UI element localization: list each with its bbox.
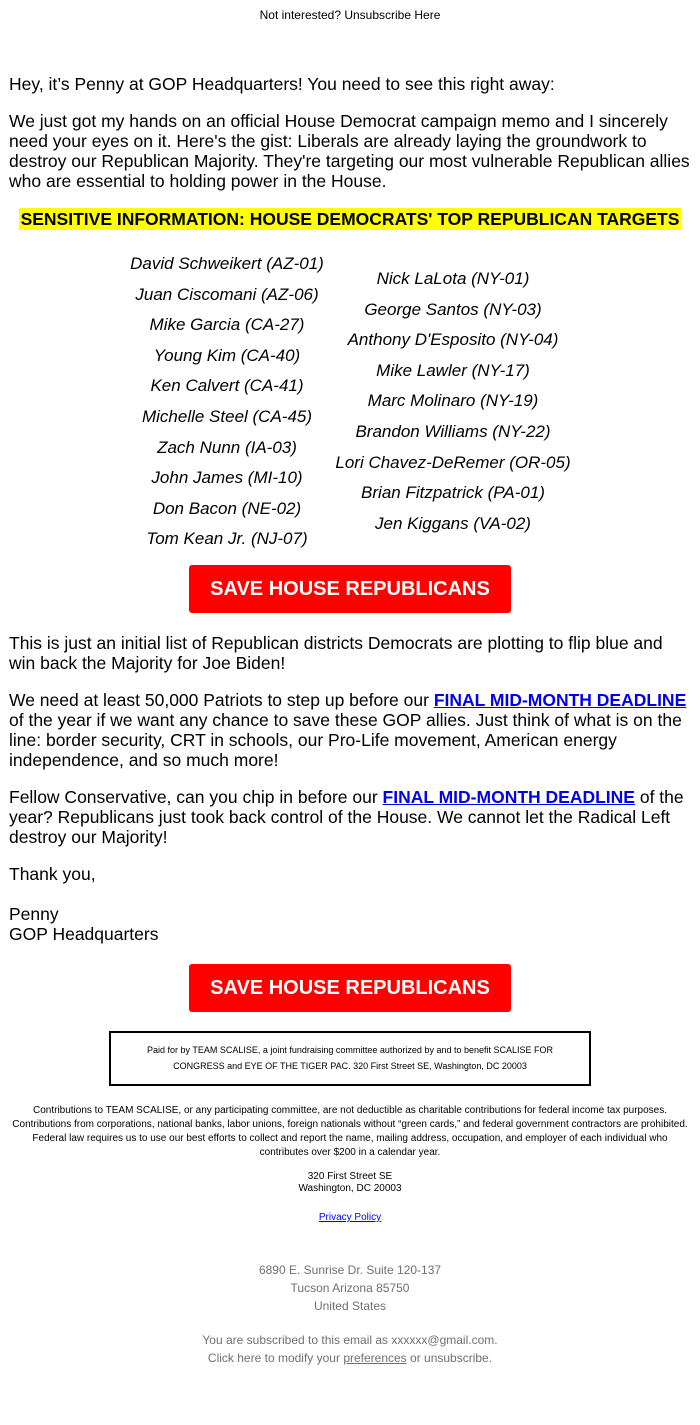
intro-paragraph: We just got my hands on an official House Democrat campaign memo and I sincerely need your eyes on it. Here's the gist: Liberals are already laying the groundwork to destroy our Republican Majority. They're targeting our most vulnerable Republican allies who are essential to holding power in the House. — [9, 111, 690, 191]
target-item: Brian Fitzpatrick (PA-01) — [361, 483, 545, 503]
modify-text-before: Click here to modify your — [207, 1351, 344, 1365]
target-item: John James (MI-10) — [151, 468, 303, 488]
target-list — [0, 250, 700, 562]
modify-text-after: or unsubscribe. — [406, 1351, 493, 1365]
signature-name: Penny — [9, 904, 59, 924]
target-item: Jen Kiggans (VA-02) — [375, 513, 531, 533]
sensitive-info-banner: SENSITIVE INFORMATION: HOUSE DEMOCRATS' TOP REPUBLICAN TARGETS — [20, 209, 680, 229]
greeting: Hey, it’s Penny at GOP Headquarters! You need to see this right away: — [9, 74, 555, 94]
body-paragraph-2 — [0, 690, 700, 770]
target-item: Nick LaLota (NY-01) — [376, 269, 530, 288]
target-item: Anthony D'Esposito (NY-04) — [347, 330, 559, 350]
save-house-republicans-button[interactable]: SAVE HOUSE REPUBLICANS — [189, 964, 511, 1012]
body-paragraph-1: This is just an initial list of Republican districts Democrats are plotting to flip blue and win back the Majority for Joe Biden! — [9, 633, 663, 673]
target-item: Zach Nunn (IA-03) — [157, 437, 297, 457]
target-item: Mike Garcia (CA-27) — [149, 315, 305, 335]
privacy-row — [0, 1212, 700, 1223]
mail-line: United States — [313, 1299, 387, 1313]
signature — [0, 904, 700, 944]
paid-for-disclaimer — [109, 1031, 591, 1086]
modify-row — [0, 1349, 700, 1367]
target-item: Michelle Steel (CA-45) — [141, 406, 313, 426]
save-house-republicans-button[interactable]: SAVE HOUSE REPUBLICANS — [189, 565, 511, 613]
deadline-link[interactable]: FINAL MID-MONTH DEADLINE — [433, 690, 687, 710]
target-item: Marc Molinaro (NY-19) — [367, 391, 539, 411]
target-item: Mike Lawler (NY-17) — [376, 360, 530, 380]
legal-disclaimer: Contributions to TEAM SCALISE, or any participating committee, are not deductible as charitable contributions for federal income tax purposes. Contributions from corporations, national banks, labor unions, foreign nationals without “green cards,” and federal government contractors are prohibited. Federal law requires us to use our best efforts to collect and report the name, mailing address, occupation, and employer of each individual who contributes over $200 in a calendar year. — [12, 1105, 688, 1158]
mail-line: Tucson Arizona 85750 — [290, 1281, 410, 1295]
cta-row-top — [0, 565, 700, 613]
p3-text-before: Fellow Conservative, can you chip in before our — [9, 787, 383, 807]
privacy-policy-link[interactable]: Privacy Policy — [318, 1212, 382, 1223]
paid-for-text: Paid for by TEAM SCALISE, a joint fundraising committee authorized by and to benefit SCALISE FOR CONGRESS and EYE OF THE TIGER PAC. 320 First Street SE, Washington, DC 20003 — [146, 1045, 554, 1071]
preferences-link[interactable]: preferences — [343, 1351, 407, 1365]
p2-text-before: We need at least 50,000 Patriots to step up before our — [9, 690, 434, 710]
target-item: Lori Chavez-DeRemer (OR-05) — [335, 452, 571, 472]
signature-org: GOP Headquarters — [9, 924, 159, 944]
p2-text-after: of the year if we want any chance to save these GOP allies. Just think of what is on the line: border security, CRT in schools, our Pro-Life movement, American energy independence, and so much more! — [9, 710, 682, 770]
subscribed-text: You are subscribed to this email as xxxxxx@gmail.com. — [202, 1333, 498, 1347]
banner-row — [0, 208, 700, 230]
target-item: David Schweikert (AZ-01) — [130, 254, 324, 273]
address-line: Washington, DC 20003 — [298, 1183, 402, 1194]
target-item: Ken Calvert (CA-41) — [150, 376, 304, 396]
address-line: 320 First Street SE — [307, 1171, 393, 1182]
target-item: Young Kim (CA-40) — [153, 345, 301, 365]
target-list-left — [100, 250, 354, 556]
committee-address — [0, 1171, 700, 1195]
cta-row-bottom — [0, 964, 700, 1012]
target-item: Juan Ciscomani (AZ-06) — [135, 284, 319, 304]
deadline-link[interactable]: FINAL MID-MONTH DEADLINE — [382, 787, 635, 807]
mailing-address — [0, 1261, 700, 1315]
target-item: Brandon Williams (NY-22) — [355, 421, 551, 441]
target-item: Don Bacon (NE-02) — [152, 498, 302, 518]
unsubscribe-link[interactable]: Not interested? Unsubscribe Here — [259, 8, 441, 22]
body-paragraph-3 — [0, 787, 700, 847]
thanks: Thank you, — [9, 864, 96, 884]
target-list-right — [322, 265, 584, 540]
p3-text-after: of the year? Republicans just took back control of the House. We cannot let the Radical Left destroy our Majority! — [9, 787, 684, 847]
subscription-info — [0, 1331, 700, 1367]
mail-line: 6890 E. Sunrise Dr. Suite 120-137 — [258, 1263, 442, 1277]
target-item: George Santos (NY-03) — [364, 299, 542, 319]
target-item: Tom Kean Jr. (NJ-07) — [146, 529, 308, 549]
